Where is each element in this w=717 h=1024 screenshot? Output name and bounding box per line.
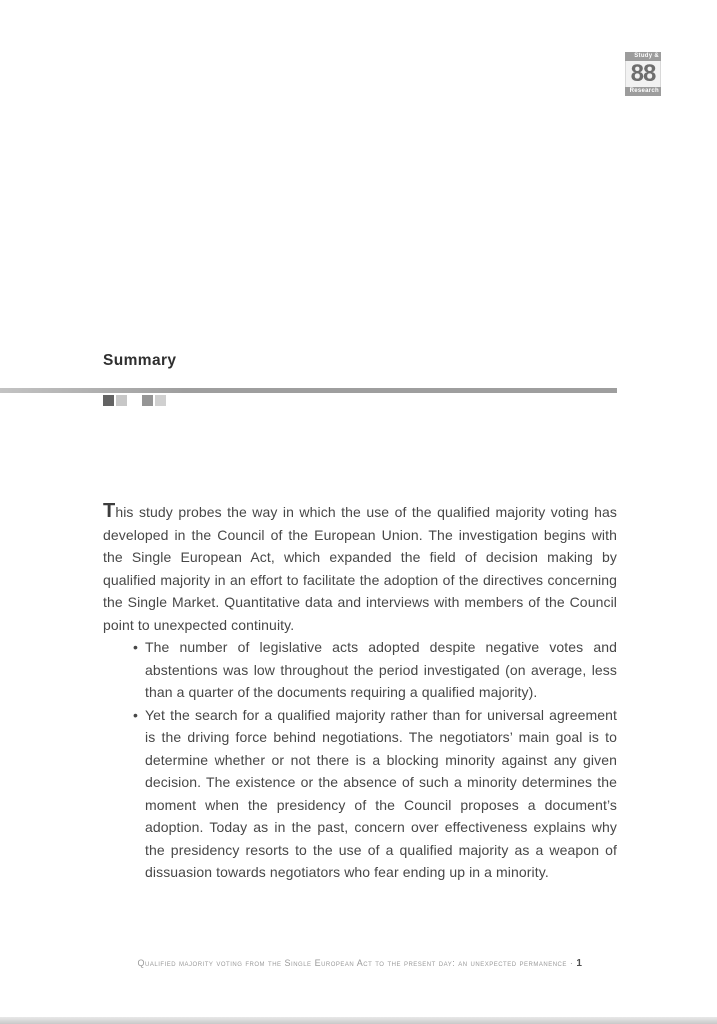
logo-top-label: Study &	[625, 52, 661, 61]
bullet-item	[133, 704, 617, 884]
lead-text: his study probes the way in which the use of the qualified majority voting has developed in the Council of the European Union. The investigation begins with the Single European Act, which expanded the field of decision making by qualified majority in an effort to facilitate the adoption of the directives concerning the Single Market. Quantitative data and interviews with members of the Council point to unexpected continuity.	[103, 504, 617, 633]
bullet-text: Yet the search for a qualified majority rather than for universal agreement is the driving force behind negotiations. The negotiators’ main goal is to determine whether or not there is a blocking minority against any given decision. The existence or the absence of such a minority determines the moment when the presidency of the Council proposes a document’s adoption. Today as in the past, concern over effectiveness explains why the presidency resorts to the use of a qualified majority as a weapon of dissuasion towards negotiators who fear ending up in a minority.	[145, 706, 617, 880]
summary-body	[103, 500, 617, 884]
bullet-list	[103, 636, 617, 884]
logo-number: 88	[625, 61, 661, 87]
page-footer	[103, 958, 617, 969]
decorative-square	[155, 395, 166, 406]
divider-bar	[0, 388, 617, 393]
summary-paragraph	[103, 500, 617, 636]
page-number: 1	[576, 958, 583, 969]
footer-running-title: Qualified majority voting from the Single European Act to the present day: an unexpected permanence	[137, 958, 567, 968]
decorative-square	[116, 395, 127, 406]
footer-separator: ·	[569, 958, 574, 968]
page-bottom-edge	[0, 1017, 717, 1024]
logo-bottom-label: Research	[625, 87, 661, 96]
decorative-square	[142, 395, 153, 406]
bullet-text: The number of legislative acts adopted despite negative votes and abstentions was low throughout the period investigated (on average, less than a quarter of the documents requiring a qualified majority).	[145, 639, 617, 700]
decorative-square	[103, 395, 114, 406]
decorative-squares	[103, 395, 166, 406]
publisher-logo	[625, 52, 661, 96]
lead-initial: T	[103, 500, 116, 522]
page-title: Summary	[103, 352, 177, 369]
bullet-item	[133, 636, 617, 704]
